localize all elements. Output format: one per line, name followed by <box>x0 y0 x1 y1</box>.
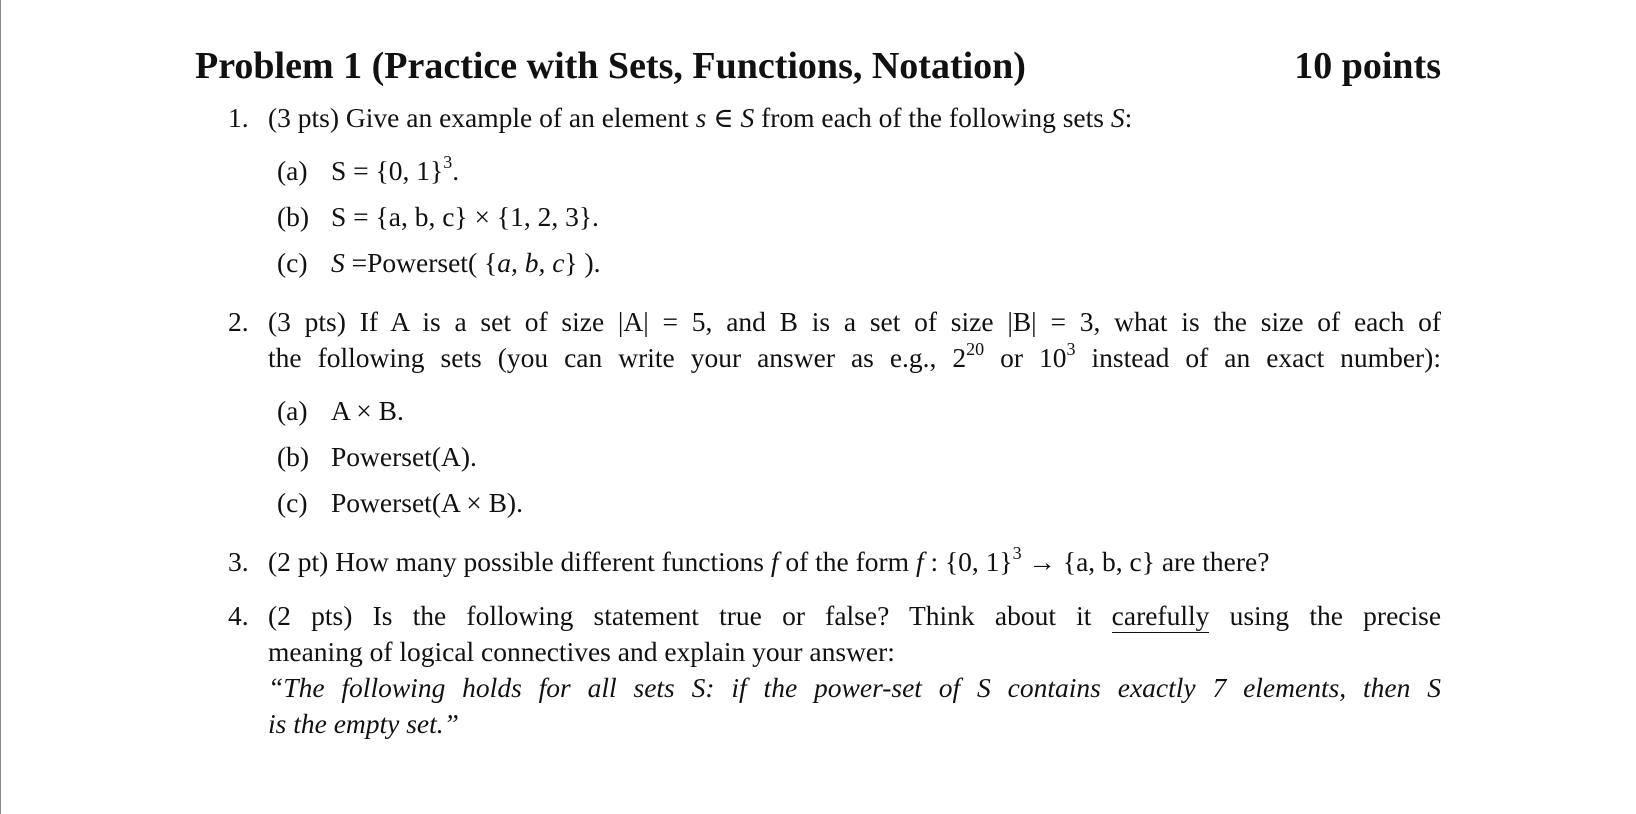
question-line: meaning of logical connectives and explain your answer: <box>268 636 895 667</box>
math-var: f <box>770 546 779 577</box>
underlined-word: carefully <box>1111 600 1210 631</box>
sub-label: (c) <box>277 247 308 278</box>
math-expression: Powerset(A). <box>331 441 477 472</box>
math-expression: Powerset(A × B). <box>331 487 523 518</box>
question-4 <box>195 598 1441 742</box>
math-symbol: ∈ <box>713 102 734 133</box>
sub-label: (a) <box>277 155 308 186</box>
sub-question <box>268 148 1441 194</box>
question-line <box>268 304 1441 340</box>
question-points: (2 pt) <box>268 546 329 577</box>
math-expression: S = {a, b, c} × {1, 2, 3}. <box>331 201 599 232</box>
page-edge <box>0 0 1 814</box>
question-text: from each of the following sets <box>761 102 1104 133</box>
question-line <box>268 598 1441 634</box>
question-2 <box>195 304 1441 526</box>
quoted-statement-end: is the empty set.” <box>268 708 459 739</box>
punctuation: : <box>1124 102 1133 133</box>
problem-header <box>195 40 1441 92</box>
question-number: 1. <box>228 102 249 133</box>
question-text: using the precise <box>1229 600 1442 631</box>
question-text: instead of an exact number): <box>1075 342 1441 373</box>
sub-question <box>268 388 1441 434</box>
sub-question <box>268 194 1441 240</box>
math-expression: : {0, 1}$^3$ → {a, b, c} <box>930 542 1155 577</box>
question-text: Give an example of an element <box>345 102 689 133</box>
question-text: How many possible different functions <box>335 546 764 577</box>
quoted-statement: “The following holds for all sets S: if the power-set of S contains exactly 7 elements, then S <box>268 672 1441 703</box>
question-text: the following sets (you can write your answer as e.g., 2 <box>268 342 967 373</box>
question-text: or 10 <box>984 342 1067 373</box>
question-number: 3. <box>228 546 249 577</box>
question-points: (2 pts) <box>268 600 353 631</box>
sub-question <box>268 480 1441 526</box>
math-var: s <box>695 102 707 133</box>
question-text: are there? <box>1161 546 1270 577</box>
question-line <box>268 340 1441 376</box>
question-number: 2. <box>228 306 249 337</box>
superscript: 3 <box>1066 338 1076 359</box>
sub-label: (a) <box>277 395 308 426</box>
sub-question <box>268 434 1441 480</box>
question-points: (3 pts) <box>268 102 340 133</box>
problem-points: 10 points <box>1294 45 1441 87</box>
sub-question <box>268 240 1441 286</box>
sub-question-list <box>268 148 1441 286</box>
superscript: 20 <box>966 338 985 359</box>
sub-label: (b) <box>277 441 310 472</box>
math-expression: S =Powerset( {a, b, c} ). <box>331 247 601 278</box>
question-number: 4. <box>228 600 249 631</box>
question-3 <box>195 544 1441 580</box>
question-1 <box>195 100 1441 286</box>
sub-label: (c) <box>277 487 308 518</box>
math-expression: A × B. <box>331 395 404 426</box>
math-var: S <box>740 102 755 133</box>
math-var: S <box>1110 102 1125 133</box>
question-text: Is the following statement true or false? Think about it <box>372 600 1092 631</box>
sub-label: (b) <box>277 201 310 232</box>
sub-question-list <box>268 388 1441 526</box>
problem-list <box>195 100 1441 742</box>
question-points: (3 pts) <box>268 306 346 337</box>
math-var: f <box>915 546 924 577</box>
question-text: If A is a set of size |A| = 5, and B is a set of size |B| = 3, what is the size of each of <box>359 306 1441 337</box>
problem-title: Problem 1 (Practice with Sets, Functions, Notation) <box>195 45 1026 87</box>
document-page <box>195 40 1441 742</box>
math-expression: S = {0, 1}$^3$. <box>331 151 460 186</box>
question-text: of the form <box>785 546 910 577</box>
